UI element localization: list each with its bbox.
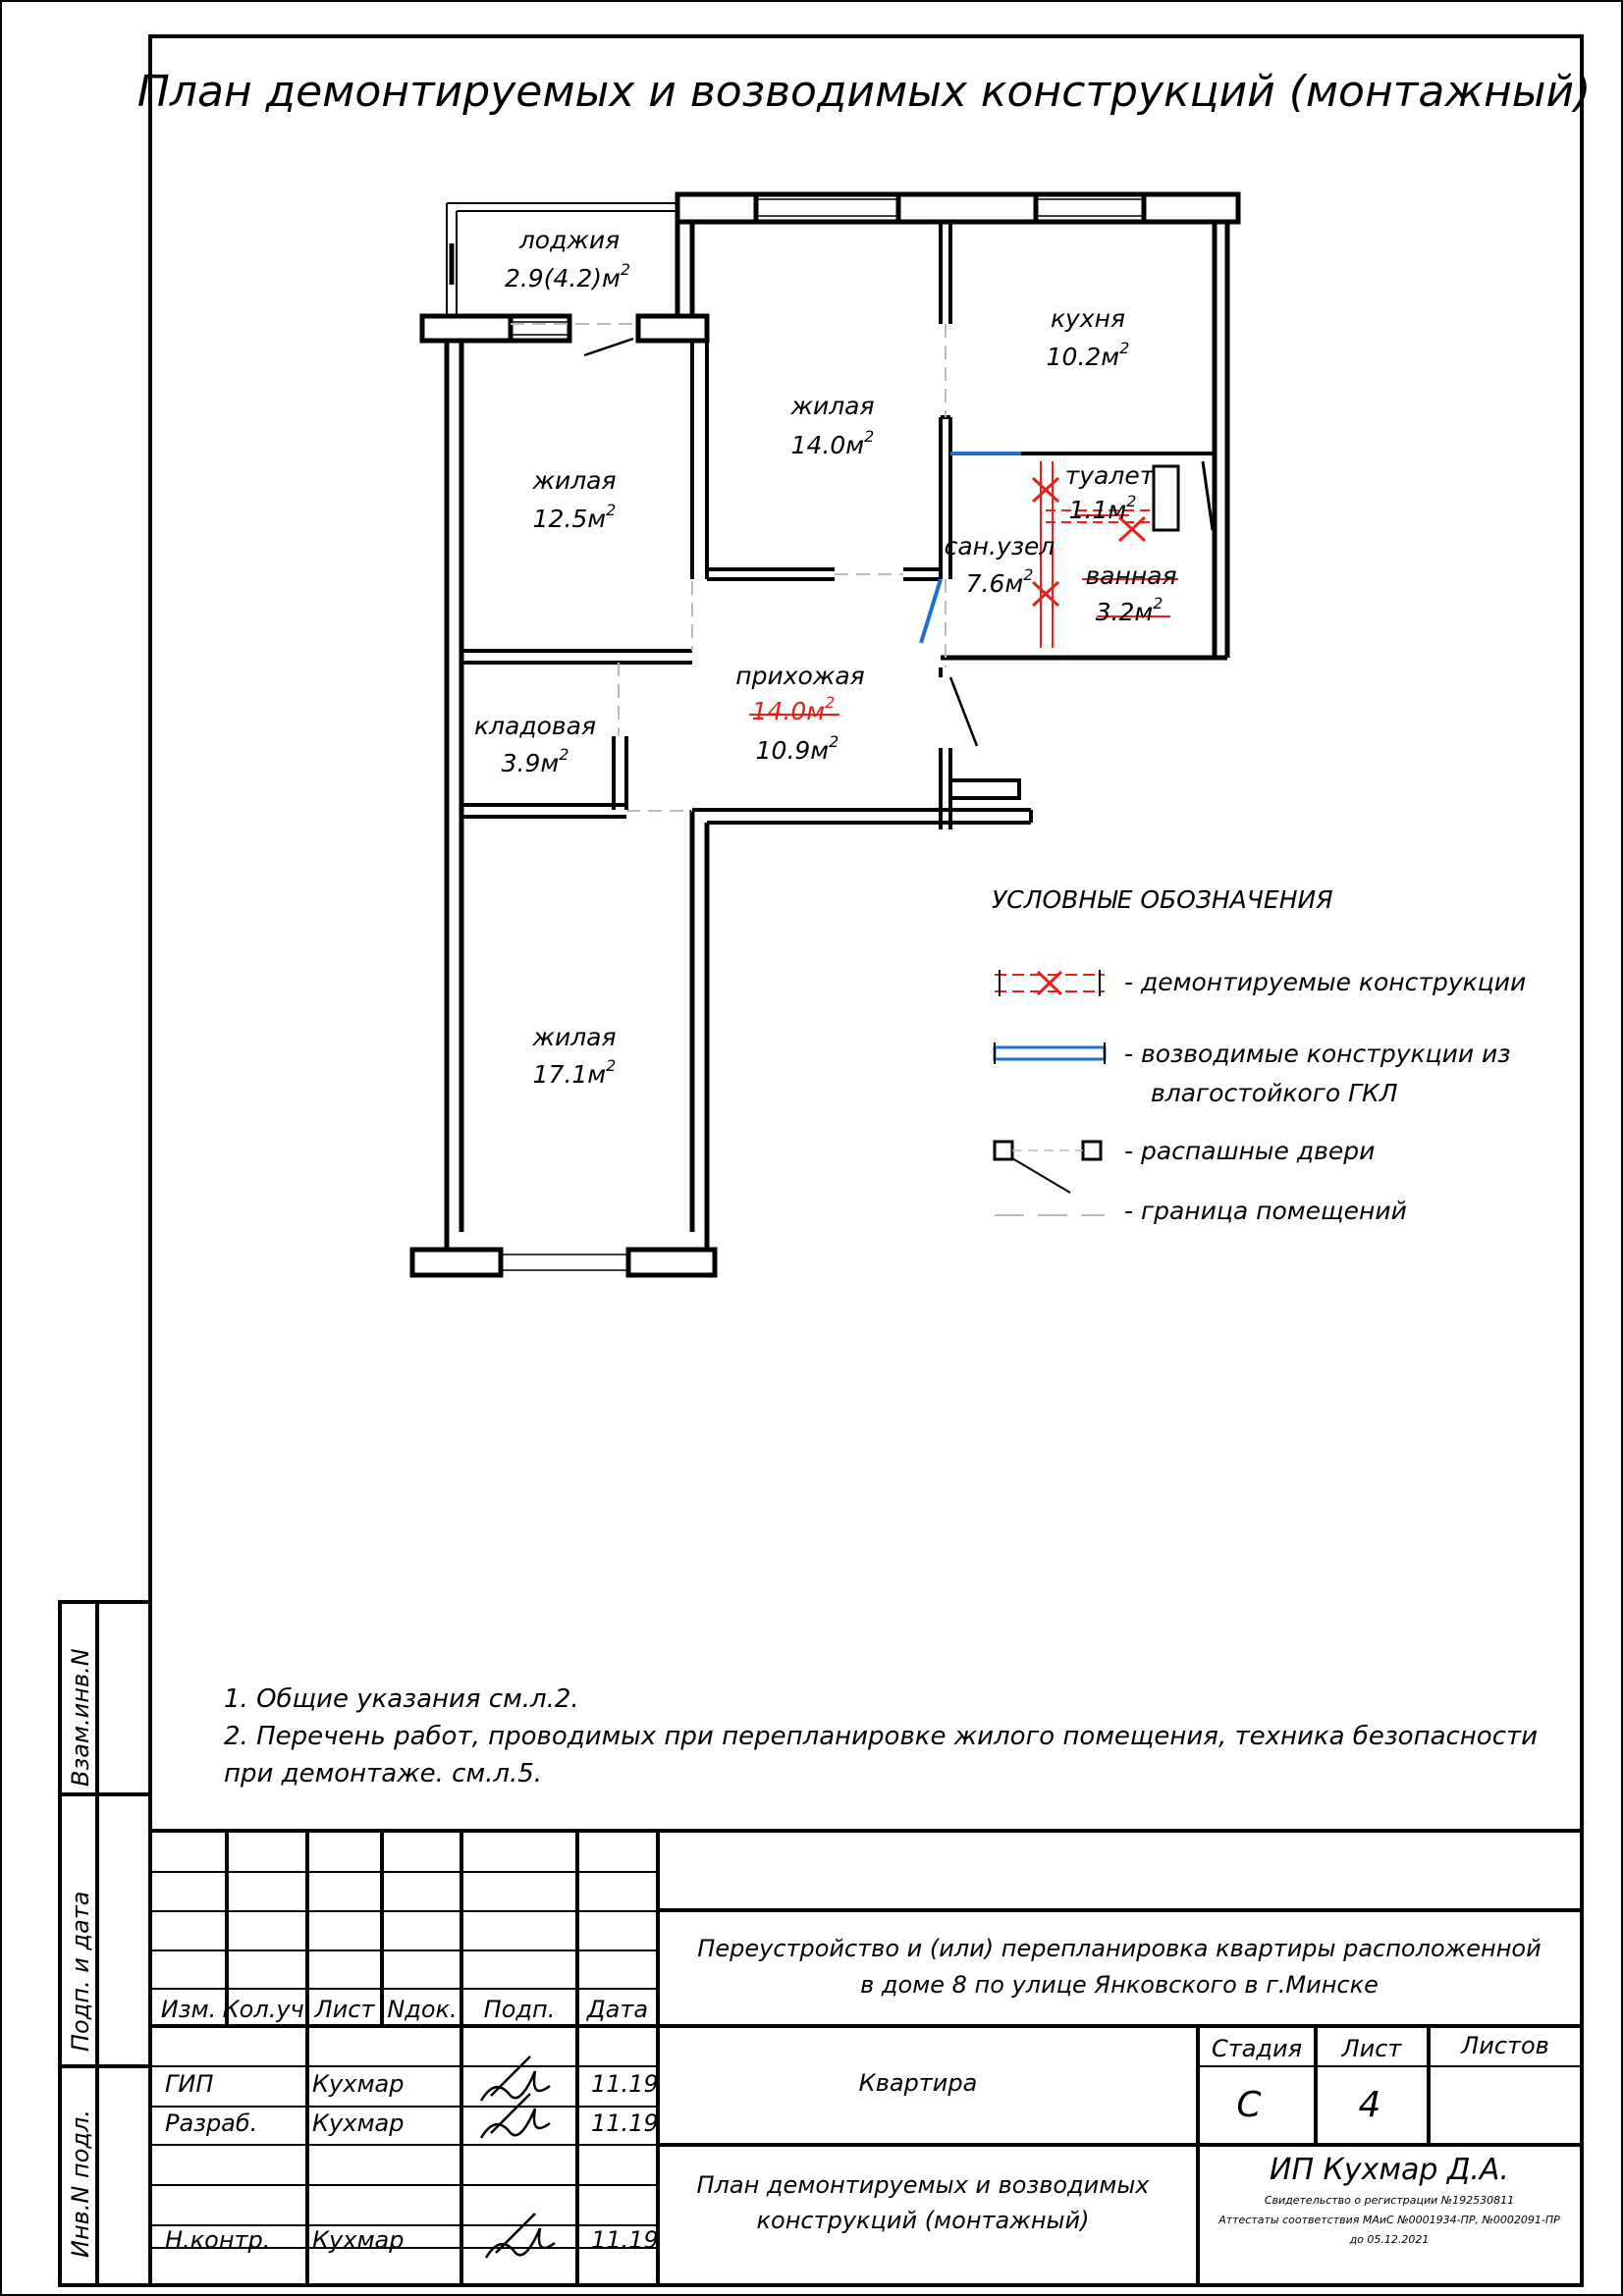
room-area-old: $14.0м^2$ [751,693,836,725]
legend-item-text: - распашные двери [1124,1137,1376,1165]
room-area: $17.1м^2$ [532,1056,617,1089]
signer-date: 11.19 [591,2226,659,2254]
col-header: Подп. [483,1996,556,2023]
room-label: лоджия [518,226,621,254]
sheets-label: Листов [1461,2032,1549,2059]
signature [481,2056,555,2258]
note-3: при демонтаже. см.л.5. [224,1759,543,1789]
room-area: $14.0м^2$ [790,427,875,459]
room-area: $7.6м^2$ [965,565,1034,598]
side-stamp-label: Взам.инв.N [67,1648,94,1787]
signer-name: Кухмар [312,2070,405,2098]
side-stamp-label: Подп. и дата [67,1891,94,2052]
room-label: сан.узел [944,532,1055,561]
sheet-label: Лист [1341,2035,1402,2062]
room-label: ванная [1085,561,1177,590]
legend-item-text: влагостойкого ГКЛ [1151,1079,1398,1107]
demolish-symbol [995,970,1105,996]
side-stamp-label: Инв.N подл. [67,2109,94,2258]
signer-name: Кухмар [312,2226,405,2254]
room-area: $12.5м^2$ [532,501,617,533]
sheet-title: конструкций (монтажный) [756,2207,1090,2234]
note-1: 1. Общие указания см.л.2. [224,1684,579,1714]
room-label: туалет [1064,461,1155,490]
cert-line: до 05.12.2021 [1349,2233,1430,2246]
legend-item-text: - демонтируемые конструкции [1124,968,1527,996]
legend [992,885,1526,1225]
room-area: $3.2м^2$ [1095,594,1163,626]
room-label: кухня [1050,304,1126,333]
signer-name: Кухмар [312,2109,405,2137]
col-header: Лист [314,1996,375,2023]
signer-role: Разраб. [165,2109,258,2137]
object-name: Квартира [858,2069,978,2097]
cert-line: Свидетельство о регистрации №192530811 [1264,2194,1515,2207]
sheet-value: 4 [1358,2085,1381,2125]
project-title: в доме 8 по улице Янковского в г.Минске [860,1971,1379,1999]
stage-label: Стадия [1211,2035,1303,2062]
col-header: Nдок. [387,1996,458,2023]
legend-item-text: - граница помещений [1124,1197,1407,1225]
title-block-text [161,1935,1560,2258]
col-header: Дата [586,1996,649,2023]
col-header: Кол.уч. [222,1996,312,2023]
project-title: Переустройство и (или) перепланировка квартиры расположенной [697,1935,1542,1962]
construct-symbol [995,1042,1105,1064]
room-label: кладовая [473,712,597,740]
legend-heading: УСЛОВНЫЕ ОБОЗНАЧЕНИЯ [992,885,1333,914]
room-area: $10.9м^2$ [755,732,839,765]
col-header: Изм. [160,1996,217,2023]
signer-date: 11.19 [591,2070,659,2098]
room-label: жилая [532,466,617,495]
room-area: $3.9м^2$ [501,745,569,777]
stage-value: С [1236,2085,1262,2125]
signer-role: Н.контр. [165,2226,271,2254]
company-name: ИП Кухмар Д.А. [1270,2153,1509,2187]
sheet-title: План демонтируемых и возводимых [696,2171,1150,2199]
cert-line: Аттестаты соответствия МАиС №0001934-ПР, №0002091-ПР [1218,2214,1560,2226]
room-label: прихожая [735,662,865,690]
note-2: 2. Перечень работ, проводимых при перепланировке жилого помещения, техника безопасности [224,1722,1539,1751]
signer-role: ГИП [165,2070,214,2098]
general-notes [224,1684,1538,1789]
signer-date: 11.19 [591,2109,659,2137]
room-area: $10.2м^2$ [1046,339,1130,371]
door-symbol [995,1142,1101,1193]
room-label: жилая [790,392,875,420]
room-area: $1.1м^2$ [1068,492,1137,524]
drawing-title: План демонтируемых и возводимых конструкций (монтажный) [136,67,1592,117]
room-area: $2.9(4.2)м^2$ [504,260,631,293]
room-label: жилая [532,1023,617,1051]
legend-item-text: - возводимые конструкции из [1124,1040,1511,1068]
